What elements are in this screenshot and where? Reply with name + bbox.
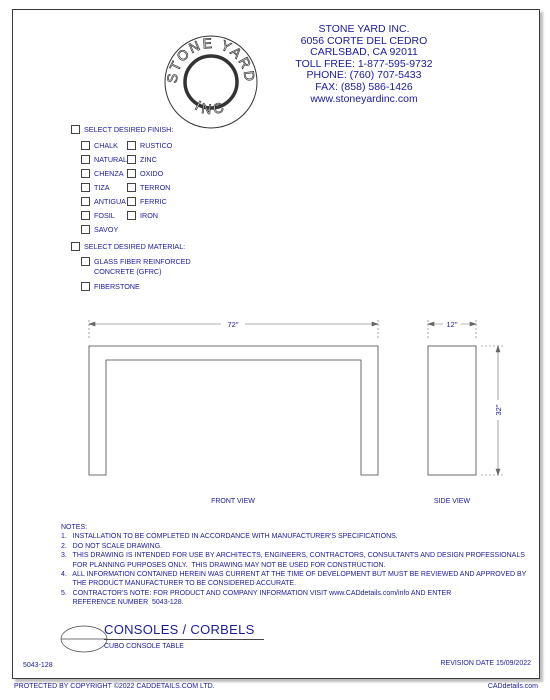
note-line: 4. ALL INFORMATION CONTAINED HEREIN WAS CURRENT AT THE TIME OF DEVELOPMENT BUT MUST BE REVIEWED AND APPROVED BY <box>61 571 527 579</box>
option-gfrc[interactable]: GLASS FIBER REINFORCED CONCRETE (GFRC) <box>81 257 191 276</box>
finish-option-zinc[interactable]: ZINC <box>127 155 157 165</box>
caddetails-link[interactable]: CADdetails.com <box>487 683 538 690</box>
finish-option-terron[interactable]: TERRON <box>127 183 170 193</box>
finish-option-antigua[interactable]: ANTIGUA <box>81 197 126 207</box>
notes-heading: NOTES: <box>61 524 88 531</box>
side-view-table <box>428 346 476 475</box>
drawing-subtitle: CUBO CONSOLE TABLE <box>104 643 184 650</box>
note-line: REFERENCE NUMBER 5043-128. <box>61 599 184 607</box>
fiberstone-checkbox[interactable] <box>81 282 90 291</box>
finish-checkbox[interactable] <box>127 169 136 178</box>
finish-option-iron[interactable]: IRON <box>127 211 158 221</box>
side-width-label: 12" <box>446 320 458 329</box>
elevation-drawings <box>13 300 539 510</box>
front-view-table <box>89 346 378 475</box>
finish-heading: SELECT DESIRED FINISH: <box>71 125 173 135</box>
company-tollfree: TOLL FREE: 1-877-595-9732 <box>295 57 433 70</box>
front-view-label: FRONT VIEW <box>211 498 255 505</box>
option-fiberstone[interactable]: FIBERSTONE <box>81 282 140 292</box>
finish-option-savoy[interactable]: SAVOY <box>81 225 118 235</box>
finish-option-oxido[interactable]: OXIDO <box>127 169 163 179</box>
company-info <box>249 24 479 105</box>
notes-block <box>61 523 526 608</box>
finish-option-chenza[interactable]: CHENZA <box>81 169 124 179</box>
finish-checkbox[interactable] <box>81 225 90 234</box>
company-phone: PHONE: (760) 707-5433 <box>306 69 422 82</box>
note-line: 5. CONTRACTOR'S NOTE: FOR PRODUCT AND COMPANY INFORMATION VISIT www.CADdetails.com/info AND ENTER <box>61 589 452 597</box>
stone-yard-seal-logo <box>163 34 259 130</box>
finish-checkbox[interactable] <box>81 141 90 150</box>
svg-text:INC <box>193 97 230 117</box>
finish-option-tiza[interactable]: TIZA <box>81 183 110 193</box>
drawing-title: CONSOLES / CORBELS <box>104 622 255 637</box>
svg-text:STONE YARD <box>164 35 259 84</box>
front-width-label: 72" <box>227 320 239 329</box>
finish-option-rustico[interactable]: RUSTICO <box>127 141 172 151</box>
company-fax: FAX: (858) 586-1426 <box>315 80 413 93</box>
note-line: 2. DO NOT SCALE DRAWING. <box>61 542 163 550</box>
title-divider <box>104 639 264 640</box>
title-block-symbol <box>59 624 109 654</box>
gfrc-checkbox[interactable] <box>81 257 90 266</box>
finish-option-ferric[interactable]: FERRIC <box>127 197 167 207</box>
company-address2: CARLSBAD, CA 92011 <box>310 46 418 59</box>
side-height-label: 32" <box>494 404 503 416</box>
finish-checkbox[interactable] <box>81 155 90 164</box>
copyright-notice: PROTECTED BY COPYRIGHT ©2022 CADDETAILS.COM LTD. <box>14 683 215 690</box>
finish-checkbox[interactable] <box>81 197 90 206</box>
finish-option-chalk[interactable]: CHALK <box>81 141 118 151</box>
drawing-sheet <box>12 9 540 679</box>
material-heading-checkbox[interactable] <box>71 242 80 251</box>
revision-date: REVISION DATE 15/09/2022 <box>440 660 531 667</box>
company-name: STONE YARD INC. <box>318 23 410 35</box>
side-view-label: SIDE VIEW <box>433 498 471 505</box>
finish-option-natural[interactable]: NATURAL <box>81 155 127 165</box>
reference-number: 5043-128 <box>23 662 53 669</box>
finish-option-fosil[interactable]: FOSIL <box>81 211 115 221</box>
note-line: 1. INSTALLATION TO BE COMPLETED IN ACCORDANCE WITH MANUFACTURER'S SPECIFICATIONS. <box>61 533 398 541</box>
note-line: FOR PLANNING PURPOSES ONLY. THIS DRAWING MAY NOT BE USED FOR CONSTRUCTION. <box>61 561 386 569</box>
company-website: www.stoneyardinc.com <box>310 92 418 105</box>
finish-checkbox[interactable] <box>127 183 136 192</box>
finish-checkbox[interactable] <box>127 141 136 150</box>
finish-checkbox[interactable] <box>127 211 136 220</box>
note-line: 3. THIS DRAWING IS INTENDED FOR USE BY ARCHITECTS, ENGINEERS, CONTRACTORS, CONSULTANTS AND DESIGN PROFESSIONALS <box>61 552 525 560</box>
finish-checkbox[interactable] <box>127 155 136 164</box>
note-line: THE PRODUCT MANUFACTURER TO BE CONSIDERED ACCURATE. <box>61 580 297 588</box>
seal-bottom-text: INC <box>192 97 230 118</box>
finish-checkbox[interactable] <box>127 197 136 206</box>
finish-checkbox[interactable] <box>81 183 90 192</box>
material-heading: SELECT DESIRED MATERIAL: <box>71 242 185 252</box>
company-address1: 6056 CORTE DEL CEDRO <box>300 34 428 47</box>
finish-heading-checkbox[interactable] <box>71 125 80 134</box>
finish-checkbox[interactable] <box>81 169 90 178</box>
finish-checkbox[interactable] <box>81 211 90 220</box>
seal-top-text: STONE YARD <box>163 34 259 84</box>
